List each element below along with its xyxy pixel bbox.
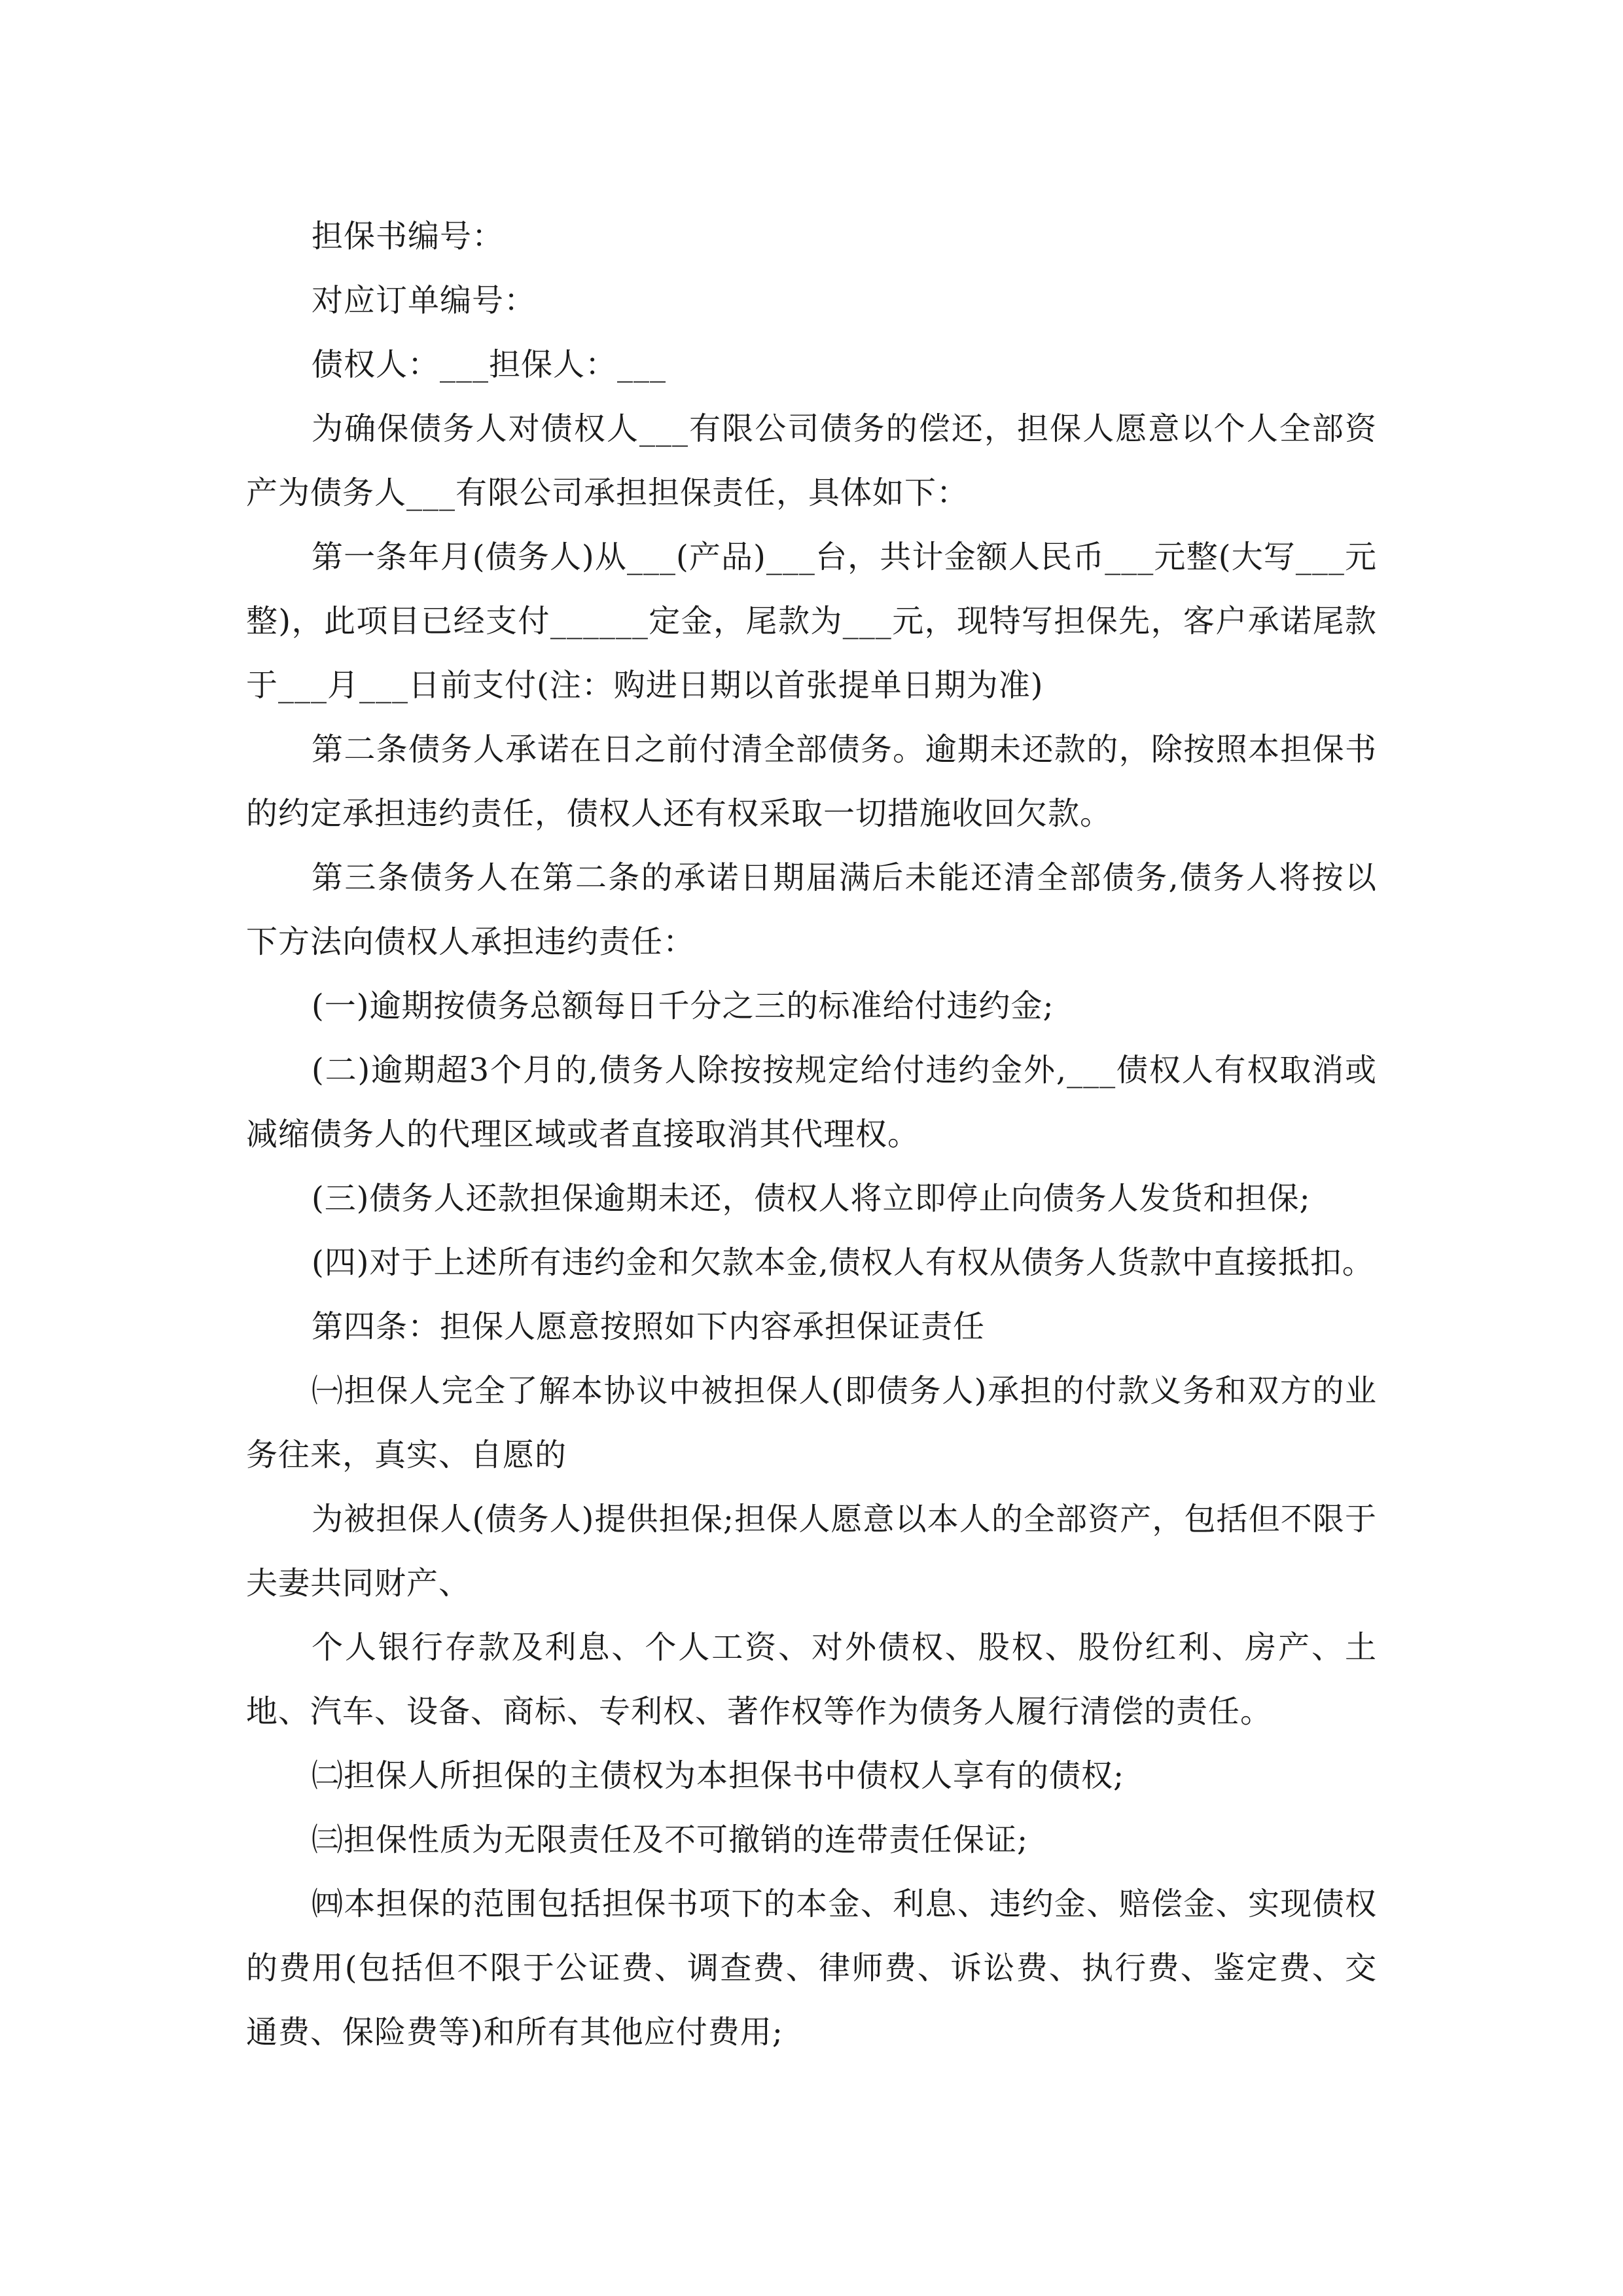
preamble-paragraph: 为确保债务人对债权人___有限公司债务的偿还，担保人愿意以个人全部资产为债务人___有限公司承担担保责任，具体如下： [246,410,1377,511]
article-1-paragraph: 第一条年月(债务人)从___(产品)___台，共计金额人民币___元整(大写___元整)，此项目已经支付______定金，尾款为___元，现特写担保先，客户承诺尾款于___月___日前支付(注：购进日期以首张提单日期为准) [246,539,1377,704]
article-4-heading: 第四条：担保人愿意按照如下内容承担保证责任 [312,1308,986,1345]
article-3-item-2: (二)逾期超3个月的,债务人除按按规定给付违约金外,___债权人有权取消或减缩债务人的代理区域或者直接取消其代理权。 [246,1052,1377,1153]
guarantee-number-line: 担保书编号： [312,218,505,255]
article-3-paragraph: 第三条债务人在第二条的承诺日期届满后未能还清全部债务,债务人将按以下方法向债权人承担违约责任： [246,859,1377,960]
article-4-item-2: ㈡担保人所担保的主债权为本担保书中债权人享有的债权; [312,1757,1125,1794]
article-4-item-1: ㈠担保人完全了解本协议中被担保人(即债务人)承担的付款义务和双方的业务往来，真实、自愿的 [246,1372,1377,1473]
article-3-item-4: (四)对于上述所有违约金和欠款本金,债权人有权从债务人货款中直接抵扣。 [312,1244,1374,1281]
article-3-item-3: (三)债务人还款担保逾期未还，债权人将立即停止向债务人发货和担保; [312,1180,1311,1217]
article-2-paragraph: 第二条债务人承诺在日之前付清全部债务。逾期未还款的，除按照本担保书的约定承担违约责任，债权人还有权采取一切措施收回欠款。 [246,731,1377,832]
document-body [246,204,1377,2064]
article-4-item-1-cont-2: 个人银行存款及利息、个人工资、对外债权、股权、股份红利、房产、土地、汽车、设备、商标、专利权、著作权等作为债务人履行清偿的责任。 [246,1629,1377,1730]
article-4-item-4: ㈣本担保的范围包括担保书项下的本金、利息、违约金、赔偿金、实现债权的费用(包括但不限于公证费、调查费、律师费、诉讼费、执行费、鉴定费、交通费、保险费等)和所有其他应付费用; [246,1886,1377,2051]
article-4-item-1-cont-1: 为被担保人(债务人)提供担保;担保人愿意以本人的全部资产，包括但不限于夫妻共同财产、 [246,1501,1377,1602]
order-number-line: 对应订单编号： [312,282,537,319]
article-4-item-3: ㈢担保性质为无限责任及不可撤销的连带责任保证; [312,1821,1029,1858]
article-3-item-1: (一)逾期按债务总额每日千分之三的标准给付违约金; [312,988,1054,1024]
parties-line: 债权人：___担保人：___ [312,346,667,383]
